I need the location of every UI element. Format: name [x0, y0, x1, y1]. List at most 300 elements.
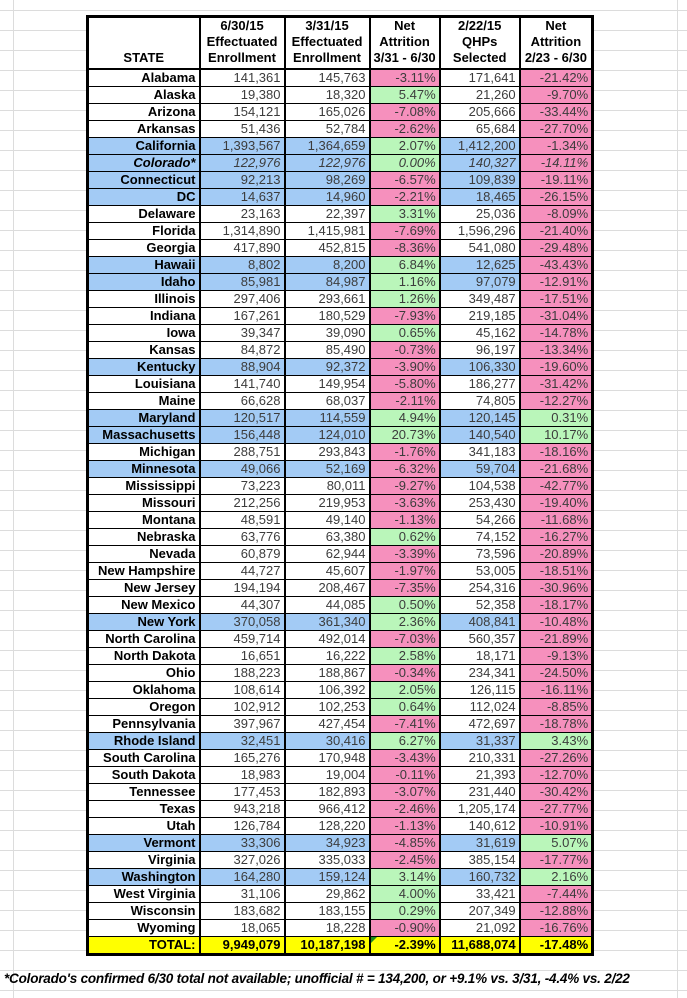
attrition-cell[interactable]: -13.34% — [520, 342, 593, 359]
enrollment-cell[interactable]: 141,361 — [200, 69, 285, 87]
state-cell[interactable]: Connecticut — [88, 172, 200, 189]
enrollment-cell[interactable]: 120,517 — [200, 410, 285, 427]
attrition-cell[interactable]: -12.27% — [520, 393, 593, 410]
attrition-cell[interactable]: -31.42% — [520, 376, 593, 393]
enrollment-cell[interactable]: 370,058 — [200, 614, 285, 631]
enrollment-cell[interactable]: 96,197 — [440, 342, 520, 359]
attrition-cell[interactable]: -1.76% — [370, 444, 440, 461]
enrollment-cell[interactable]: 210,331 — [440, 750, 520, 767]
attrition-cell[interactable]: -7.93% — [370, 308, 440, 325]
state-cell[interactable]: Kentucky — [88, 359, 200, 376]
enrollment-cell[interactable]: 63,380 — [285, 529, 370, 546]
state-cell[interactable]: Colorado* — [88, 155, 200, 172]
attrition-cell[interactable]: -7.35% — [370, 580, 440, 597]
enrollment-cell[interactable]: 293,843 — [285, 444, 370, 461]
enrollment-cell[interactable]: 122,976 — [200, 155, 285, 172]
enrollment-cell[interactable]: 102,912 — [200, 699, 285, 716]
state-cell[interactable]: Indiana — [88, 308, 200, 325]
attrition-cell[interactable]: -12.70% — [520, 767, 593, 784]
attrition-cell[interactable]: -3.63% — [370, 495, 440, 512]
enrollment-cell[interactable]: 52,169 — [285, 461, 370, 478]
state-cell[interactable]: South Carolina — [88, 750, 200, 767]
enrollment-cell[interactable]: 104,538 — [440, 478, 520, 495]
enrollment-cell[interactable]: 106,330 — [440, 359, 520, 376]
enrollment-cell[interactable]: 141,740 — [200, 376, 285, 393]
attrition-cell[interactable]: 1.16% — [370, 274, 440, 291]
enrollment-cell[interactable]: 44,085 — [285, 597, 370, 614]
state-cell[interactable]: Michigan — [88, 444, 200, 461]
attrition-cell[interactable]: 3.43% — [520, 733, 593, 750]
enrollment-cell[interactable]: 293,661 — [285, 291, 370, 308]
attrition-cell[interactable]: 4.94% — [370, 410, 440, 427]
enrollment-cell[interactable]: 349,487 — [440, 291, 520, 308]
attrition-cell[interactable]: -21.68% — [520, 461, 593, 478]
enrollment-cell[interactable]: 21,092 — [440, 920, 520, 937]
enrollment-cell[interactable]: 39,347 — [200, 325, 285, 342]
enrollment-cell[interactable]: 140,540 — [440, 427, 520, 444]
attrition-cell[interactable]: 5.07% — [520, 835, 593, 852]
state-cell[interactable]: Alabama — [88, 69, 200, 87]
enrollment-cell[interactable]: 68,037 — [285, 393, 370, 410]
attrition-cell[interactable]: -30.96% — [520, 580, 593, 597]
attrition-cell[interactable]: -7.03% — [370, 631, 440, 648]
enrollment-cell[interactable]: 23,163 — [200, 206, 285, 223]
state-cell[interactable]: Georgia — [88, 240, 200, 257]
enrollment-cell[interactable]: 288,751 — [200, 444, 285, 461]
enrollment-cell[interactable]: 1,314,890 — [200, 223, 285, 240]
state-cell[interactable]: Hawaii — [88, 257, 200, 274]
total-value-cell[interactable]: 9,949,079 — [200, 937, 285, 955]
enrollment-cell[interactable]: 1,205,174 — [440, 801, 520, 818]
enrollment-cell[interactable]: 943,218 — [200, 801, 285, 818]
enrollment-cell[interactable]: 60,879 — [200, 546, 285, 563]
enrollment-cell[interactable]: 18,065 — [200, 920, 285, 937]
enrollment-cell[interactable]: 120,145 — [440, 410, 520, 427]
attrition-cell[interactable]: 0.29% — [370, 903, 440, 920]
attrition-cell[interactable]: -19.60% — [520, 359, 593, 376]
enrollment-cell[interactable]: 21,393 — [440, 767, 520, 784]
attrition-cell[interactable]: -30.42% — [520, 784, 593, 801]
enrollment-cell[interactable]: 74,805 — [440, 393, 520, 410]
attrition-cell[interactable]: -6.32% — [370, 461, 440, 478]
attrition-cell[interactable]: 1.26% — [370, 291, 440, 308]
enrollment-cell[interactable]: 22,397 — [285, 206, 370, 223]
enrollment-cell[interactable]: 165,276 — [200, 750, 285, 767]
state-cell[interactable]: South Dakota — [88, 767, 200, 784]
enrollment-cell[interactable]: 102,253 — [285, 699, 370, 716]
attrition-cell[interactable]: -42.77% — [520, 478, 593, 495]
enrollment-cell[interactable]: 205,666 — [440, 104, 520, 121]
attrition-cell[interactable]: -2.45% — [370, 852, 440, 869]
state-cell[interactable]: Rhode Island — [88, 733, 200, 750]
enrollment-cell[interactable]: 48,591 — [200, 512, 285, 529]
enrollment-cell[interactable]: 165,026 — [285, 104, 370, 121]
enrollment-cell[interactable]: 164,280 — [200, 869, 285, 886]
enrollment-cell[interactable]: 92,372 — [285, 359, 370, 376]
attrition-cell[interactable]: -2.11% — [370, 393, 440, 410]
enrollment-cell[interactable]: 114,559 — [285, 410, 370, 427]
state-cell[interactable]: Ohio — [88, 665, 200, 682]
state-cell[interactable]: Arizona — [88, 104, 200, 121]
attrition-cell[interactable]: -16.27% — [520, 529, 593, 546]
enrollment-cell[interactable]: 297,406 — [200, 291, 285, 308]
total-value-cell[interactable]: -2.39% — [370, 937, 440, 955]
enrollment-cell[interactable]: 31,619 — [440, 835, 520, 852]
attrition-cell[interactable]: -17.77% — [520, 852, 593, 869]
attrition-cell[interactable]: 0.50% — [370, 597, 440, 614]
attrition-cell[interactable]: -3.39% — [370, 546, 440, 563]
attrition-cell[interactable]: -18.16% — [520, 444, 593, 461]
enrollment-cell[interactable]: 452,815 — [285, 240, 370, 257]
attrition-cell[interactable]: -3.11% — [370, 69, 440, 87]
attrition-cell[interactable]: -2.46% — [370, 801, 440, 818]
enrollment-cell[interactable]: 49,140 — [285, 512, 370, 529]
attrition-cell[interactable]: -0.90% — [370, 920, 440, 937]
state-cell[interactable]: Nebraska — [88, 529, 200, 546]
enrollment-cell[interactable]: 8,802 — [200, 257, 285, 274]
enrollment-cell[interactable]: 124,010 — [285, 427, 370, 444]
enrollment-cell[interactable]: 156,448 — [200, 427, 285, 444]
enrollment-cell[interactable]: 65,684 — [440, 121, 520, 138]
state-cell[interactable]: Arkansas — [88, 121, 200, 138]
state-cell[interactable]: Montana — [88, 512, 200, 529]
attrition-cell[interactable]: -26.15% — [520, 189, 593, 206]
state-cell[interactable]: Illinois — [88, 291, 200, 308]
enrollment-cell[interactable]: 145,763 — [285, 69, 370, 87]
state-cell[interactable]: Vermont — [88, 835, 200, 852]
enrollment-cell[interactable]: 186,277 — [440, 376, 520, 393]
attrition-cell[interactable]: -19.11% — [520, 172, 593, 189]
state-cell[interactable]: New Hampshire — [88, 563, 200, 580]
attrition-cell[interactable]: 10.17% — [520, 427, 593, 444]
state-cell[interactable]: Minnesota — [88, 461, 200, 478]
enrollment-cell[interactable]: 80,011 — [285, 478, 370, 495]
attrition-cell[interactable]: -3.43% — [370, 750, 440, 767]
attrition-cell[interactable]: -1.34% — [520, 138, 593, 155]
enrollment-cell[interactable]: 459,714 — [200, 631, 285, 648]
enrollment-cell[interactable]: 53,005 — [440, 563, 520, 580]
enrollment-cell[interactable]: 19,004 — [285, 767, 370, 784]
state-cell[interactable]: Virginia — [88, 852, 200, 869]
enrollment-cell[interactable]: 212,256 — [200, 495, 285, 512]
attrition-cell[interactable]: 2.07% — [370, 138, 440, 155]
enrollment-cell[interactable]: 182,893 — [285, 784, 370, 801]
enrollment-cell[interactable]: 188,867 — [285, 665, 370, 682]
attrition-cell[interactable]: -19.40% — [520, 495, 593, 512]
attrition-cell[interactable]: -2.21% — [370, 189, 440, 206]
enrollment-cell[interactable]: 541,080 — [440, 240, 520, 257]
enrollment-cell[interactable]: 207,349 — [440, 903, 520, 920]
state-cell[interactable]: Alaska — [88, 87, 200, 104]
enrollment-cell[interactable]: 183,682 — [200, 903, 285, 920]
column-header-effectuated-3-31[interactable] — [285, 17, 370, 70]
enrollment-cell[interactable]: 45,607 — [285, 563, 370, 580]
column-header-state[interactable] — [88, 17, 200, 70]
attrition-cell[interactable]: -43.43% — [520, 257, 593, 274]
state-cell[interactable]: New York — [88, 614, 200, 631]
state-cell[interactable]: California — [88, 138, 200, 155]
enrollment-cell[interactable]: 408,841 — [440, 614, 520, 631]
state-cell[interactable]: Maine — [88, 393, 200, 410]
enrollment-cell[interactable]: 29,862 — [285, 886, 370, 903]
enrollment-cell[interactable]: 63,776 — [200, 529, 285, 546]
enrollment-cell[interactable]: 171,641 — [440, 69, 520, 87]
attrition-cell[interactable]: 5.47% — [370, 87, 440, 104]
state-cell[interactable]: New Mexico — [88, 597, 200, 614]
enrollment-cell[interactable]: 109,839 — [440, 172, 520, 189]
enrollment-cell[interactable]: 208,467 — [285, 580, 370, 597]
column-header-qhps-selected-2-22[interactable] — [440, 17, 520, 70]
enrollment-cell[interactable]: 234,341 — [440, 665, 520, 682]
enrollment-cell[interactable]: 1,364,659 — [285, 138, 370, 155]
attrition-cell[interactable]: -16.11% — [520, 682, 593, 699]
attrition-cell[interactable]: 3.14% — [370, 869, 440, 886]
attrition-cell[interactable]: -8.85% — [520, 699, 593, 716]
enrollment-cell[interactable]: 140,327 — [440, 155, 520, 172]
attrition-cell[interactable]: -9.27% — [370, 478, 440, 495]
total-value-cell[interactable]: -17.48% — [520, 937, 593, 955]
enrollment-cell[interactable]: 361,340 — [285, 614, 370, 631]
attrition-cell[interactable]: -12.88% — [520, 903, 593, 920]
enrollment-cell[interactable]: 16,651 — [200, 648, 285, 665]
enrollment-cell[interactable]: 167,261 — [200, 308, 285, 325]
state-cell[interactable]: Louisiana — [88, 376, 200, 393]
enrollment-cell[interactable]: 88,904 — [200, 359, 285, 376]
state-cell[interactable]: Washington — [88, 869, 200, 886]
enrollment-cell[interactable]: 177,453 — [200, 784, 285, 801]
enrollment-cell[interactable]: 19,380 — [200, 87, 285, 104]
attrition-cell[interactable]: 20.73% — [370, 427, 440, 444]
enrollment-cell[interactable]: 25,036 — [440, 206, 520, 223]
attrition-cell[interactable]: -27.26% — [520, 750, 593, 767]
enrollment-cell[interactable]: 140,612 — [440, 818, 520, 835]
enrollment-cell[interactable]: 126,115 — [440, 682, 520, 699]
state-cell[interactable]: Idaho — [88, 274, 200, 291]
enrollment-cell[interactable]: 254,316 — [440, 580, 520, 597]
enrollment-cell[interactable]: 18,171 — [440, 648, 520, 665]
enrollment-cell[interactable]: 16,222 — [285, 648, 370, 665]
attrition-cell[interactable]: 2.58% — [370, 648, 440, 665]
attrition-cell[interactable]: 0.65% — [370, 325, 440, 342]
attrition-cell[interactable]: -14.78% — [520, 325, 593, 342]
enrollment-cell[interactable]: 18,320 — [285, 87, 370, 104]
total-label-cell[interactable]: TOTAL: — [88, 937, 200, 955]
enrollment-cell[interactable]: 492,014 — [285, 631, 370, 648]
enrollment-cell[interactable]: 84,987 — [285, 274, 370, 291]
attrition-cell[interactable]: -2.62% — [370, 121, 440, 138]
attrition-cell[interactable]: -31.04% — [520, 308, 593, 325]
state-cell[interactable]: West Virginia — [88, 886, 200, 903]
column-header-net-attrition-331-630[interactable] — [370, 17, 440, 70]
enrollment-cell[interactable]: 180,529 — [285, 308, 370, 325]
state-cell[interactable]: North Dakota — [88, 648, 200, 665]
attrition-cell[interactable]: -10.48% — [520, 614, 593, 631]
attrition-cell[interactable]: -29.48% — [520, 240, 593, 257]
attrition-cell[interactable]: -4.85% — [370, 835, 440, 852]
attrition-cell[interactable]: -24.50% — [520, 665, 593, 682]
state-cell[interactable]: Missouri — [88, 495, 200, 512]
enrollment-cell[interactable]: 126,784 — [200, 818, 285, 835]
attrition-cell[interactable]: -1.97% — [370, 563, 440, 580]
enrollment-cell[interactable]: 31,337 — [440, 733, 520, 750]
attrition-cell[interactable]: -21.42% — [520, 69, 593, 87]
enrollment-cell[interactable]: 159,124 — [285, 869, 370, 886]
enrollment-cell[interactable]: 108,614 — [200, 682, 285, 699]
state-cell[interactable]: Mississippi — [88, 478, 200, 495]
attrition-cell[interactable]: -20.89% — [520, 546, 593, 563]
state-cell[interactable]: Nevada — [88, 546, 200, 563]
enrollment-cell[interactable]: 44,307 — [200, 597, 285, 614]
attrition-cell[interactable]: -7.69% — [370, 223, 440, 240]
enrollment-cell[interactable]: 49,066 — [200, 461, 285, 478]
attrition-cell[interactable]: 6.84% — [370, 257, 440, 274]
enrollment-cell[interactable]: 18,983 — [200, 767, 285, 784]
state-cell[interactable]: Pennsylvania — [88, 716, 200, 733]
attrition-cell[interactable]: -18.51% — [520, 563, 593, 580]
enrollment-cell[interactable]: 30,416 — [285, 733, 370, 750]
enrollment-cell[interactable]: 52,784 — [285, 121, 370, 138]
enrollment-cell[interactable]: 1,596,296 — [440, 223, 520, 240]
total-value-cell[interactable]: 10,187,198 — [285, 937, 370, 955]
attrition-cell[interactable]: -0.73% — [370, 342, 440, 359]
enrollment-cell[interactable]: 62,944 — [285, 546, 370, 563]
state-cell[interactable]: North Carolina — [88, 631, 200, 648]
enrollment-cell[interactable]: 52,358 — [440, 597, 520, 614]
attrition-cell[interactable]: -17.51% — [520, 291, 593, 308]
enrollment-cell[interactable]: 97,079 — [440, 274, 520, 291]
state-cell[interactable]: New Jersey — [88, 580, 200, 597]
enrollment-cell[interactable]: 84,872 — [200, 342, 285, 359]
state-cell[interactable]: Florida — [88, 223, 200, 240]
enrollment-cell[interactable]: 219,953 — [285, 495, 370, 512]
state-cell[interactable]: Kansas — [88, 342, 200, 359]
state-cell[interactable]: Iowa — [88, 325, 200, 342]
enrollment-cell[interactable]: 427,454 — [285, 716, 370, 733]
state-cell[interactable]: Texas — [88, 801, 200, 818]
enrollment-cell[interactable]: 1,415,981 — [285, 223, 370, 240]
enrollment-cell[interactable]: 32,451 — [200, 733, 285, 750]
attrition-cell[interactable]: 0.31% — [520, 410, 593, 427]
enrollment-cell[interactable]: 21,260 — [440, 87, 520, 104]
enrollment-cell[interactable]: 18,228 — [285, 920, 370, 937]
enrollment-cell[interactable]: 39,090 — [285, 325, 370, 342]
attrition-cell[interactable]: -3.90% — [370, 359, 440, 376]
enrollment-cell[interactable]: 14,960 — [285, 189, 370, 206]
attrition-cell[interactable]: 6.27% — [370, 733, 440, 750]
attrition-cell[interactable]: -21.89% — [520, 631, 593, 648]
attrition-cell[interactable]: 0.62% — [370, 529, 440, 546]
enrollment-cell[interactable]: 14,637 — [200, 189, 285, 206]
attrition-cell[interactable]: -1.13% — [370, 818, 440, 835]
attrition-cell[interactable]: 2.36% — [370, 614, 440, 631]
attrition-cell[interactable]: 2.05% — [370, 682, 440, 699]
enrollment-cell[interactable]: 253,430 — [440, 495, 520, 512]
enrollment-cell[interactable]: 1,412,200 — [440, 138, 520, 155]
attrition-cell[interactable]: 0.00% — [370, 155, 440, 172]
state-cell[interactable]: Maryland — [88, 410, 200, 427]
column-header-net-attrition-223-630[interactable] — [520, 17, 593, 70]
attrition-cell[interactable]: -14.11% — [520, 155, 593, 172]
attrition-cell[interactable]: -3.07% — [370, 784, 440, 801]
enrollment-cell[interactable]: 59,704 — [440, 461, 520, 478]
enrollment-cell[interactable]: 85,981 — [200, 274, 285, 291]
attrition-cell[interactable]: -10.91% — [520, 818, 593, 835]
attrition-cell[interactable]: -18.78% — [520, 716, 593, 733]
enrollment-cell[interactable]: 44,727 — [200, 563, 285, 580]
attrition-cell[interactable]: -27.70% — [520, 121, 593, 138]
enrollment-cell[interactable]: 385,154 — [440, 852, 520, 869]
attrition-cell[interactable]: 2.16% — [520, 869, 593, 886]
attrition-cell[interactable]: -0.11% — [370, 767, 440, 784]
enrollment-cell[interactable]: 92,213 — [200, 172, 285, 189]
enrollment-cell[interactable]: 12,625 — [440, 257, 520, 274]
state-cell[interactable]: Massachusetts — [88, 427, 200, 444]
enrollment-cell[interactable]: 66,628 — [200, 393, 285, 410]
attrition-cell[interactable]: 3.31% — [370, 206, 440, 223]
state-cell[interactable]: DC — [88, 189, 200, 206]
enrollment-cell[interactable]: 34,923 — [285, 835, 370, 852]
enrollment-cell[interactable]: 231,440 — [440, 784, 520, 801]
enrollment-cell[interactable]: 183,155 — [285, 903, 370, 920]
attrition-cell[interactable]: -1.13% — [370, 512, 440, 529]
attrition-cell[interactable]: -8.36% — [370, 240, 440, 257]
enrollment-cell[interactable]: 128,220 — [285, 818, 370, 835]
enrollment-cell[interactable]: 31,106 — [200, 886, 285, 903]
state-cell[interactable]: Oregon — [88, 699, 200, 716]
attrition-cell[interactable]: -18.17% — [520, 597, 593, 614]
attrition-cell[interactable]: -12.91% — [520, 274, 593, 291]
attrition-cell[interactable]: 0.64% — [370, 699, 440, 716]
attrition-cell[interactable]: -5.80% — [370, 376, 440, 393]
enrollment-cell[interactable]: 188,223 — [200, 665, 285, 682]
enrollment-cell[interactable]: 219,185 — [440, 308, 520, 325]
state-cell[interactable]: Utah — [88, 818, 200, 835]
enrollment-cell[interactable]: 33,421 — [440, 886, 520, 903]
enrollment-cell[interactable]: 1,393,567 — [200, 138, 285, 155]
column-header-effectuated-6-30[interactable] — [200, 17, 285, 70]
enrollment-cell[interactable]: 112,024 — [440, 699, 520, 716]
enrollment-cell[interactable]: 154,121 — [200, 104, 285, 121]
enrollment-cell[interactable]: 149,954 — [285, 376, 370, 393]
state-cell[interactable]: Tennessee — [88, 784, 200, 801]
state-cell[interactable]: Wisconsin — [88, 903, 200, 920]
enrollment-cell[interactable]: 417,890 — [200, 240, 285, 257]
attrition-cell[interactable]: -8.09% — [520, 206, 593, 223]
total-value-cell[interactable]: 11,688,074 — [440, 937, 520, 955]
attrition-cell[interactable]: -16.76% — [520, 920, 593, 937]
enrollment-cell[interactable]: 170,948 — [285, 750, 370, 767]
attrition-cell[interactable]: -6.57% — [370, 172, 440, 189]
enrollment-cell[interactable]: 335,033 — [285, 852, 370, 869]
attrition-cell[interactable]: -7.44% — [520, 886, 593, 903]
enrollment-cell[interactable]: 54,266 — [440, 512, 520, 529]
attrition-cell[interactable]: -27.77% — [520, 801, 593, 818]
enrollment-cell[interactable]: 194,194 — [200, 580, 285, 597]
enrollment-cell[interactable]: 18,465 — [440, 189, 520, 206]
state-cell[interactable]: Wyoming — [88, 920, 200, 937]
enrollment-cell[interactable]: 45,162 — [440, 325, 520, 342]
attrition-cell[interactable]: -11.68% — [520, 512, 593, 529]
attrition-cell[interactable]: -7.41% — [370, 716, 440, 733]
enrollment-cell[interactable]: 73,223 — [200, 478, 285, 495]
enrollment-cell[interactable]: 8,200 — [285, 257, 370, 274]
enrollment-cell[interactable]: 966,412 — [285, 801, 370, 818]
attrition-cell[interactable]: 4.00% — [370, 886, 440, 903]
attrition-cell[interactable]: -33.44% — [520, 104, 593, 121]
attrition-cell[interactable]: -9.13% — [520, 648, 593, 665]
attrition-cell[interactable]: -0.34% — [370, 665, 440, 682]
enrollment-cell[interactable]: 106,392 — [285, 682, 370, 699]
